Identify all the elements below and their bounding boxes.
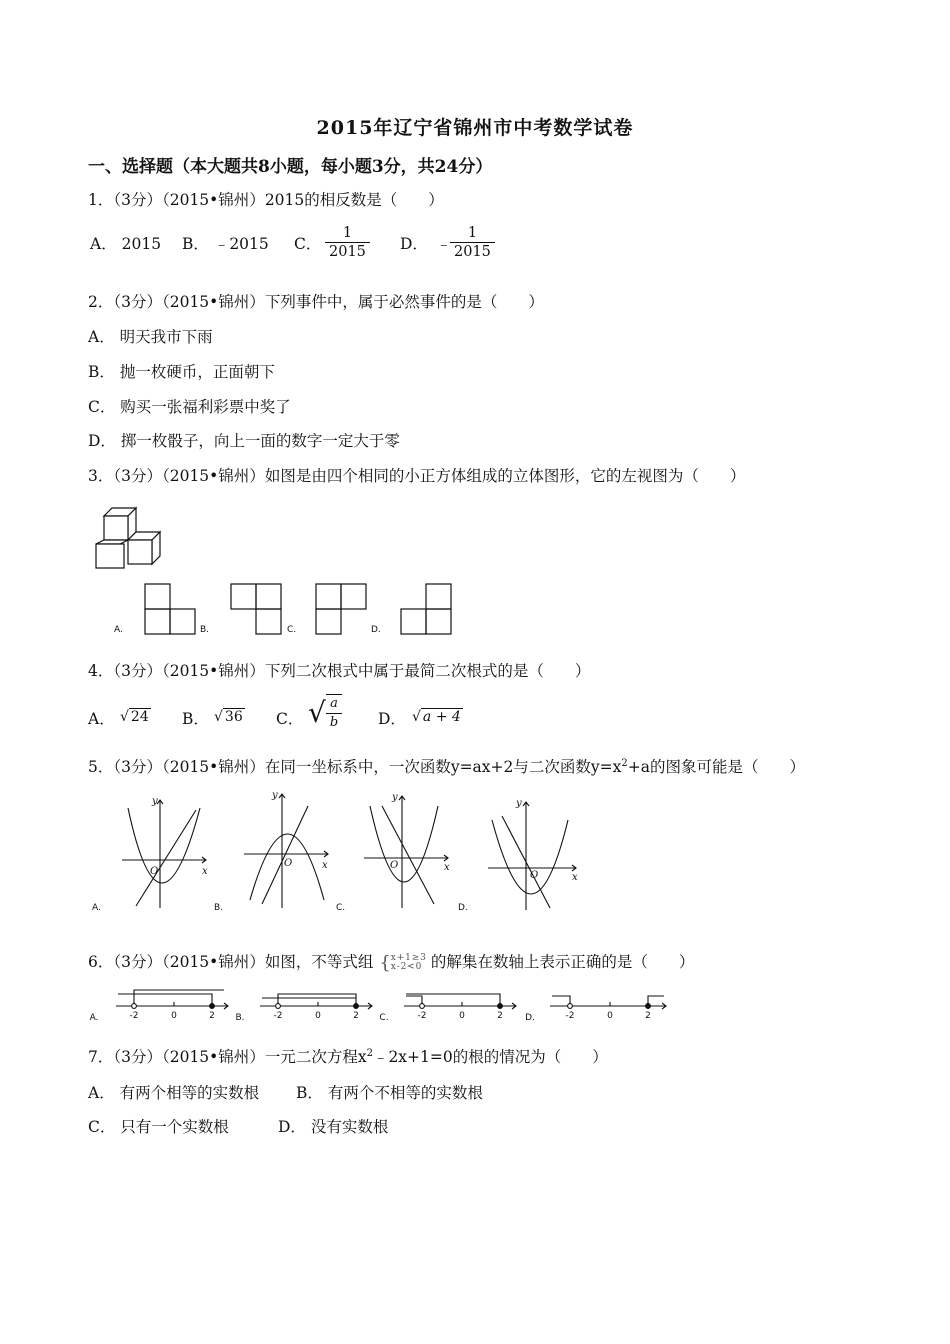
q1-option-b: B． ﹣2015: [182, 235, 269, 253]
q2-option-c: C． 购买一张福利彩票中奖了: [88, 398, 291, 416]
q7-stem-a: 7．（3分）（2015•锦州）一元二次方程x: [88, 1048, 367, 1066]
q7-option-c: C． 只有一个实数根: [88, 1118, 229, 1136]
q5-a-origin: O: [150, 866, 159, 877]
q2-option-a: A． 明天我市下雨: [88, 328, 213, 346]
q3-label-d: D.: [371, 625, 381, 635]
q5-stem-b: +a的图象可能是（ ）: [627, 758, 805, 776]
q6-b-tick-2: 2: [353, 1011, 359, 1021]
q7-stem-sup: 2: [366, 1047, 373, 1059]
q5-graph-c: [364, 796, 448, 908]
q6-d-tick-0: 0: [607, 1011, 613, 1021]
q6-label-d: D.: [525, 1013, 535, 1023]
q2-stem: 2．（3分）（2015•锦州）下列事件中，属于必然事件的是（ ）: [88, 293, 544, 311]
q4-c-numerator: a: [326, 695, 342, 714]
q6-system-line-1: x + 1 ≥ 3: [390, 953, 425, 963]
q4-option-a-root: √ 24: [120, 708, 149, 725]
q3-stem: 3．（3分）（2015•锦州）如图是由四个相同的小正方体组成的立体图形，它的左视图为（ ）: [88, 467, 746, 485]
q6-d-tick-neg2: -2: [565, 1011, 575, 1021]
q6-line-c: [404, 994, 516, 1009]
section-heading: 一、选择题（本大题共8小题，每小题3分，共24分）: [88, 157, 493, 177]
q5-stem: [88, 755, 805, 777]
q3-option-c-figure: [315, 583, 369, 637]
q1-stem: 1．（3分）（2015•锦州）2015的相反数是（ ）: [88, 191, 444, 209]
q5-b-origin: O: [284, 858, 293, 869]
q2-option-b: B． 抛一枚硬币，正面朝下: [88, 363, 275, 381]
q6-system-line-2: x - 2 < 0: [390, 962, 421, 972]
q3-solid-figure: [92, 500, 167, 572]
q5-graph-d: [488, 802, 576, 910]
q4-option-d-label: D．: [378, 710, 406, 728]
q7-option-b: B． 有两个不相等的实数根: [296, 1084, 483, 1102]
q1-option-d-fraction: [450, 224, 495, 261]
q1-d-numerator: 1: [450, 224, 495, 243]
q5-graphs: [88, 788, 608, 916]
q5-d-x-label: x: [572, 872, 578, 883]
q1-c-numerator: 1: [325, 224, 370, 243]
q7-option-d: D． 没有实数根: [278, 1118, 389, 1136]
q6-c-tick-neg2: -2: [417, 1011, 427, 1021]
q5-label-c: C.: [336, 903, 346, 913]
q6-c-tick-2: 2: [497, 1011, 503, 1021]
q5-c-y-label: y: [392, 792, 398, 803]
q6-line-a: [116, 990, 228, 1009]
q5-stem-a: 5．（3分）（2015•锦州）在同一坐标系中，一次函数y=ax+2与二次函数y=x: [88, 758, 622, 776]
q5-label-d: D.: [458, 903, 468, 913]
q3-label-a: A.: [114, 625, 123, 635]
q1-option-c-label: C．: [294, 235, 322, 253]
q6-a-tick-neg2: -2: [129, 1011, 139, 1021]
q1-option-d-label: D．: [400, 235, 428, 253]
q7-option-a: A． 有两个相等的实数根: [88, 1084, 260, 1102]
q1-c-denominator: 2015: [329, 244, 366, 260]
q1-option-d-sign: ﹣: [436, 235, 452, 253]
q4-d-radicand: a + 4: [422, 708, 461, 725]
q5-a-x-label: x: [202, 866, 208, 877]
q6-number-lines: [88, 984, 678, 1026]
q5-graph-a: [122, 800, 206, 908]
q7-stem-b: ﹣2x+1=0的根的情况为（ ）: [372, 1048, 608, 1066]
q3-option-a-figure: [144, 583, 198, 637]
q4-b-radicand: 36: [224, 708, 243, 725]
q3-option-d-figure: [400, 583, 454, 637]
q5-b-y-label: y: [272, 790, 278, 801]
q3-option-b-figure: [230, 583, 284, 637]
q5-a-y-label: y: [152, 796, 158, 807]
q6-c-tick-0: 0: [459, 1011, 465, 1021]
q3-label-b: B.: [200, 625, 210, 635]
q6-line-b: [260, 994, 372, 1009]
q6-b-tick-0: 0: [315, 1011, 321, 1021]
q6-d-tick-2: 2: [645, 1011, 651, 1021]
q6-a-tick-2: 2: [209, 1011, 215, 1021]
q6-stem-b: 的解集在数轴上表示正确的是（ ）: [430, 953, 695, 971]
q6-label-c: C.: [379, 1013, 389, 1023]
q5-b-x-label: x: [322, 860, 328, 871]
q5-d-y-label: y: [516, 798, 522, 809]
q1-option-c-fraction: [325, 224, 370, 261]
page-title: 2015年辽宁省锦州市中考数学试卷: [316, 117, 634, 139]
q4-option-a-label: A．: [88, 710, 115, 728]
q4-option-b-root: √ 36: [214, 708, 243, 725]
q2-option-d: D． 掷一枚骰子，向上一面的数字一定大于零: [88, 432, 400, 450]
q6-label-b: B.: [235, 1013, 245, 1023]
q6-stem-a: 6．（3分）（2015•锦州）如图，不等式组: [88, 953, 374, 971]
q5-c-x-label: x: [444, 862, 450, 873]
q4-option-d-root: √ a + 4: [412, 708, 461, 725]
q6-a-tick-0: 0: [171, 1011, 177, 1021]
q6-b-tick-neg2: -2: [273, 1011, 283, 1021]
q6-line-d: [550, 996, 666, 1009]
q1-option-a: A． 2015: [90, 235, 162, 253]
q6-stem: 6．（3分）（2015•锦州）如图，不等式组 { x + 1 ≥ 3 x - 2 < 0 的解集在数轴上表示正确的是（ ）: [88, 952, 695, 974]
q5-label-a: A.: [92, 903, 101, 913]
q5-d-origin: O: [530, 870, 539, 881]
q4-option-c-label: C．: [276, 710, 304, 728]
q5-c-origin: O: [390, 860, 399, 871]
q5-label-b: B.: [214, 903, 224, 913]
q7-stem: [88, 1045, 608, 1067]
q4-c-denominator: b: [329, 715, 339, 730]
q5-stem-sup: 2: [621, 757, 628, 769]
q4-option-c-root: √ $\frac{a}{b}$: [308, 694, 342, 732]
q1-d-denominator: 2015: [454, 244, 491, 260]
q3-label-c: C.: [287, 625, 297, 635]
q4-a-radicand: 24: [130, 708, 149, 725]
q5-graph-b: [244, 794, 328, 908]
q6-label-a: A.: [89, 1013, 99, 1023]
q4-stem: 4．（3分）（2015•锦州）下列二次根式中属于最简二次根式的是（ ）: [88, 662, 591, 680]
q4-option-b-label: B．: [182, 710, 209, 728]
